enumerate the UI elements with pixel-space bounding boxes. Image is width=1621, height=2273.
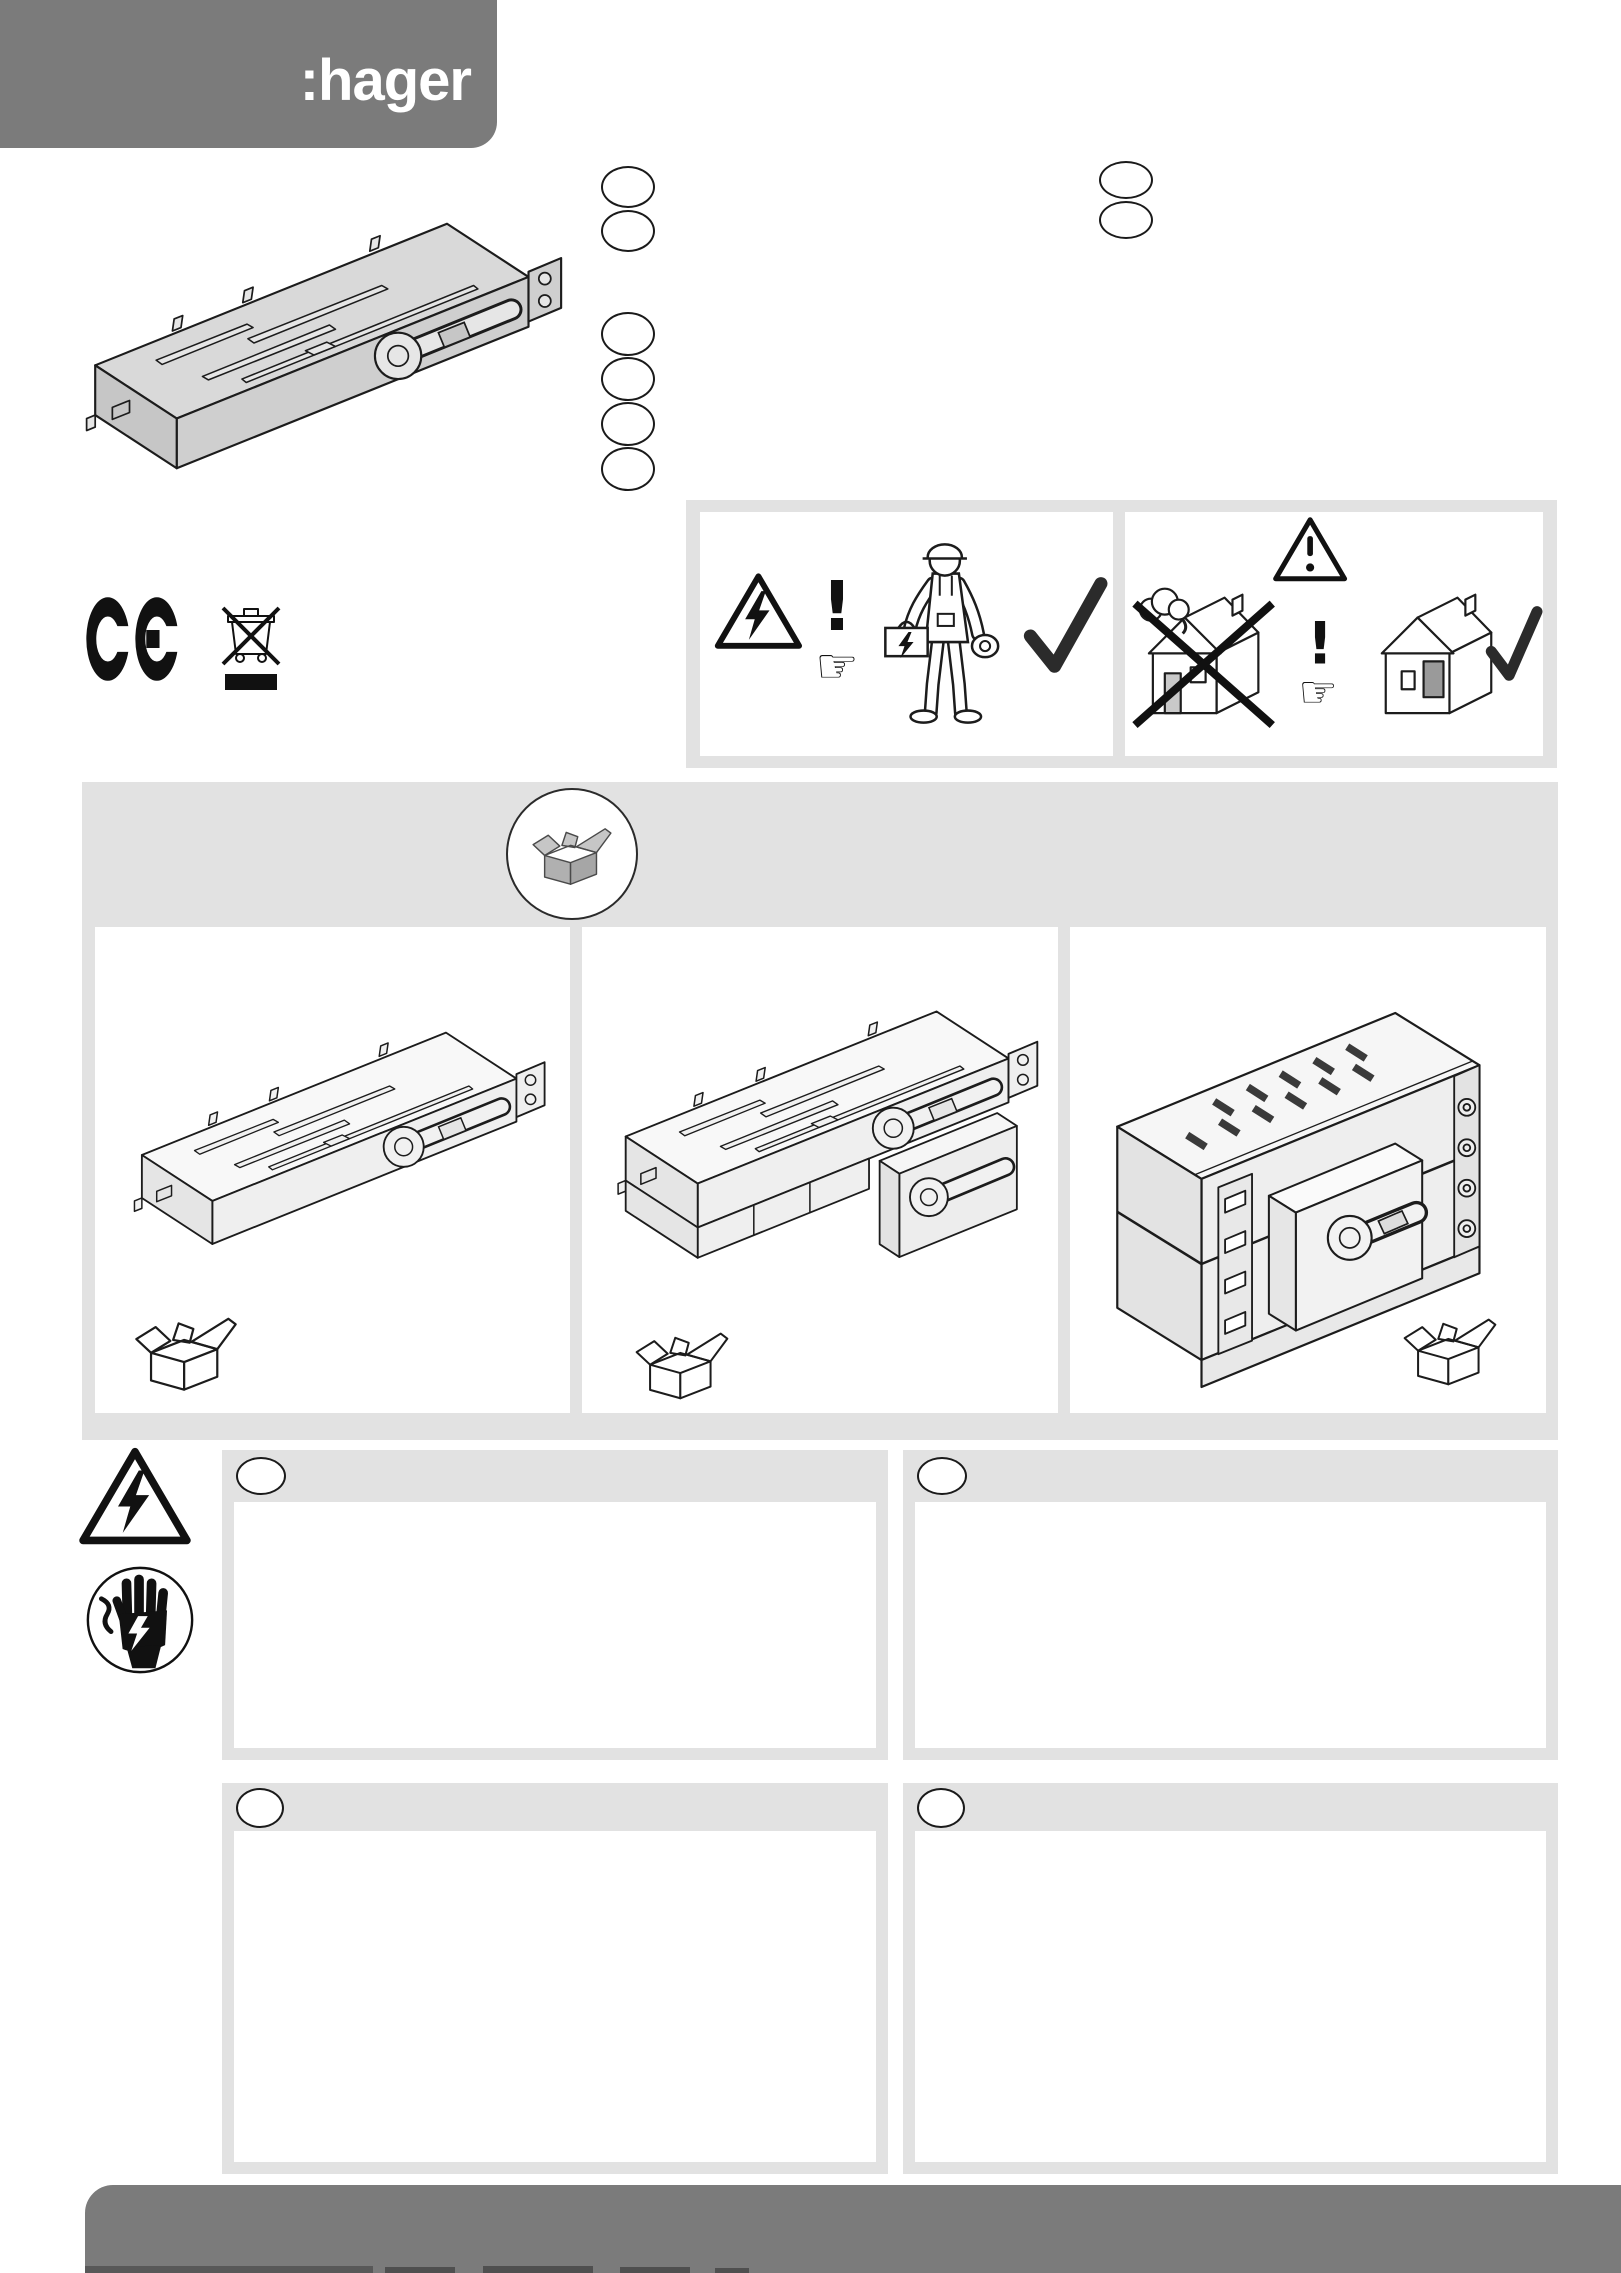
open-box-icon	[1388, 1307, 1512, 1391]
exclamation-glyph: !	[821, 566, 853, 647]
electrician-figure	[885, 544, 998, 722]
unpacking-section	[82, 782, 1558, 1440]
hager-logo: :hager	[299, 48, 471, 113]
oval-badge	[1099, 161, 1153, 199]
note-panel-1-header	[222, 1450, 888, 1502]
product-adapter-illustration	[48, 182, 580, 492]
exclamation-glyph: !	[1306, 609, 1334, 678]
high-voltage-triangle-icon	[718, 576, 799, 645]
footer-cutoff-text	[483, 2266, 593, 2273]
indoor-use-scene	[1125, 512, 1543, 756]
note-panel-3-body	[234, 1831, 876, 2162]
unpacking-step-icon	[506, 788, 638, 920]
footer-bar	[85, 2185, 1621, 2273]
note-panel-4	[903, 1783, 1558, 2174]
footer-cutoff-text	[715, 2268, 749, 2273]
unpack-variant-adapter	[95, 927, 570, 1413]
pointing-hand-icon: ☞	[815, 638, 859, 695]
checkmark-icon	[1030, 584, 1101, 667]
note-panel-1-body	[234, 1502, 876, 1748]
oval-badge	[601, 402, 655, 446]
electrician-illustration	[700, 512, 1113, 756]
note-panel-4-header	[903, 1783, 1558, 1831]
note-panel-3-header	[222, 1783, 888, 1831]
note-panel-2-header	[903, 1450, 1558, 1502]
oval-badge	[601, 210, 655, 252]
oval-badge	[917, 1457, 967, 1495]
header-brand-card	[0, 0, 497, 148]
oval-badge	[917, 1788, 965, 1828]
footer-edge-strip	[85, 2266, 373, 2273]
qualified-electrician-scene	[700, 512, 1113, 756]
weee-bin-icon	[220, 590, 282, 702]
oval-badge	[601, 312, 655, 356]
reference-badge-group-b	[601, 312, 655, 491]
oval-badge	[601, 166, 655, 208]
adapter-illustration	[101, 997, 561, 1264]
checkmark-icon	[1491, 612, 1537, 676]
open-box-icon	[125, 1305, 247, 1397]
open-box-icon	[528, 818, 616, 890]
footer-cutoff-text	[385, 2267, 455, 2273]
safety-pictogram-strip	[686, 500, 1557, 768]
high-voltage-triangle-icon	[78, 1446, 192, 1548]
warning-triangle-icon	[1276, 520, 1345, 579]
note-panel-2	[903, 1450, 1558, 1760]
reference-badge-group-c	[1099, 161, 1153, 239]
pointing-hand-icon: ☞	[1298, 667, 1338, 719]
oval-badge	[601, 447, 655, 491]
ce-mark-icon	[84, 594, 190, 684]
oval-badge	[601, 357, 655, 401]
oval-badge	[1099, 201, 1153, 239]
note-panel-3	[222, 1783, 888, 2174]
adapter-with-modules-illustration	[584, 975, 1054, 1339]
note-panel-4-body	[915, 1831, 1546, 2162]
note-panel-1	[222, 1450, 888, 1760]
unpack-variant-assembled-block	[1070, 927, 1546, 1413]
note-panel-2-body	[915, 1502, 1546, 1748]
houses-illustration	[1125, 512, 1543, 756]
electric-shock-hand-icon	[84, 1564, 196, 1676]
indoor-house	[1382, 595, 1491, 713]
open-box-icon	[626, 1321, 738, 1405]
footer-cutoff-text	[620, 2267, 690, 2273]
reference-badge-group-a	[601, 166, 655, 252]
oval-badge	[236, 1788, 284, 1828]
unpack-variant-adapter-modules	[582, 927, 1058, 1413]
oval-badge	[236, 1457, 286, 1495]
toolbox-icon	[885, 622, 927, 658]
